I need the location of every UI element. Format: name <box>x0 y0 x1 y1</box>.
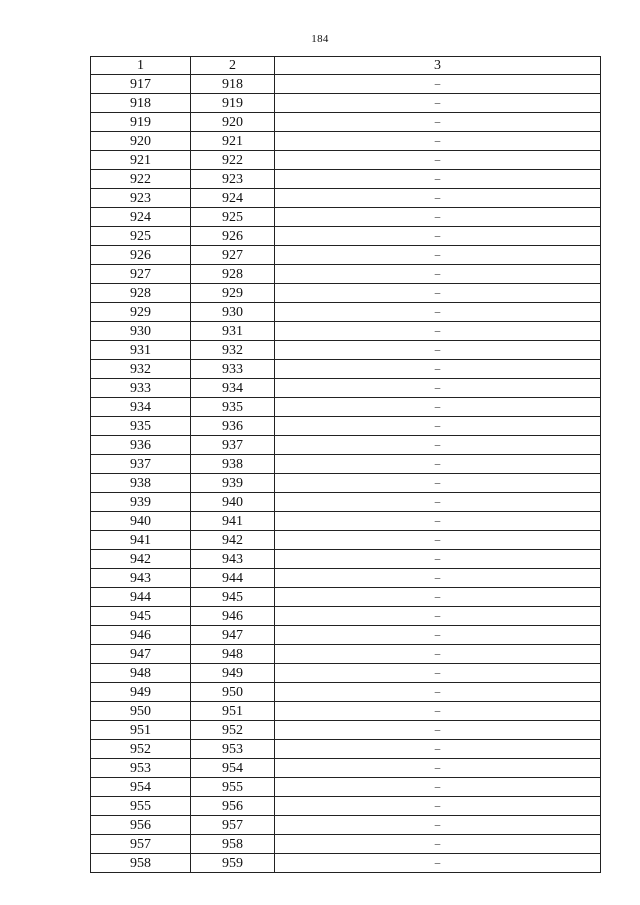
table-cell-col-2: 943 <box>191 550 275 569</box>
table-cell-col-3 <box>275 512 601 531</box>
dash-mark: – <box>434 230 441 242</box>
table-cell-col-3 <box>275 683 601 702</box>
table-cell-col-2: 937 <box>191 436 275 455</box>
dash-mark: – <box>434 610 441 622</box>
table-row <box>91 189 601 208</box>
table-cell-col-3 <box>275 94 601 113</box>
table-cell-col-2: 923 <box>191 170 275 189</box>
table-cell-col-3 <box>275 740 601 759</box>
table-row <box>91 569 601 588</box>
table-cell-col-3 <box>275 208 601 227</box>
table-cell-col-2: 954 <box>191 759 275 778</box>
table-cell-col-1: 932 <box>91 360 191 379</box>
table-row <box>91 835 601 854</box>
dash-mark: – <box>434 515 441 527</box>
dash-mark: – <box>434 420 441 432</box>
table-row <box>91 227 601 246</box>
dash-mark: – <box>434 116 441 128</box>
table-cell-col-2: 929 <box>191 284 275 303</box>
table-cell-col-1: 947 <box>91 645 191 664</box>
dash-mark: – <box>434 496 441 508</box>
table-row <box>91 854 601 873</box>
table-cell-col-1: 917 <box>91 75 191 94</box>
table-cell-col-1: 930 <box>91 322 191 341</box>
table-cell-col-1: 954 <box>91 778 191 797</box>
table-cell-col-3 <box>275 816 601 835</box>
table-cell-col-3 <box>275 550 601 569</box>
table-row <box>91 151 601 170</box>
table-row <box>91 417 601 436</box>
table-row <box>91 759 601 778</box>
table-cell-col-2: 946 <box>191 607 275 626</box>
dash-mark: – <box>434 743 441 755</box>
table-cell-col-2: 922 <box>191 151 275 170</box>
table-cell-col-1: 942 <box>91 550 191 569</box>
table-row <box>91 512 601 531</box>
table-cell-col-3 <box>275 531 601 550</box>
table-cell-col-3 <box>275 417 601 436</box>
table-cell-col-1: 934 <box>91 398 191 417</box>
dash-mark: – <box>434 553 441 565</box>
dash-mark: – <box>434 325 441 337</box>
table-row <box>91 455 601 474</box>
table-cell-col-1: 950 <box>91 702 191 721</box>
table-cell-col-2: 947 <box>191 626 275 645</box>
column-header-3: 3 <box>275 57 601 75</box>
table-row <box>91 208 601 227</box>
column-header-2: 2 <box>191 57 275 75</box>
dash-mark: – <box>434 458 441 470</box>
table-row <box>91 588 601 607</box>
table-cell-col-3 <box>275 322 601 341</box>
table-cell-col-2: 949 <box>191 664 275 683</box>
table-cell-col-3 <box>275 607 601 626</box>
table-cell-col-2: 939 <box>191 474 275 493</box>
table-row <box>91 607 601 626</box>
table-cell-col-1: 929 <box>91 303 191 322</box>
table-cell-col-3 <box>275 588 601 607</box>
table-row <box>91 322 601 341</box>
table-cell-col-3 <box>275 835 601 854</box>
dash-mark: – <box>434 648 441 660</box>
table-row <box>91 550 601 569</box>
dash-mark: – <box>434 477 441 489</box>
table-cell-col-1: 922 <box>91 170 191 189</box>
table-cell-col-3 <box>275 170 601 189</box>
table-cell-col-2: 944 <box>191 569 275 588</box>
table-cell-col-2: 942 <box>191 531 275 550</box>
table-row <box>91 246 601 265</box>
table-row <box>91 360 601 379</box>
table-cell-col-3 <box>275 436 601 455</box>
table-cell-col-3 <box>275 664 601 683</box>
table-cell-col-2: 955 <box>191 778 275 797</box>
table-cell-col-1: 927 <box>91 265 191 284</box>
table-cell-col-3 <box>275 265 601 284</box>
table-row <box>91 702 601 721</box>
table-cell-col-3 <box>275 132 601 151</box>
dash-mark: – <box>434 800 441 812</box>
table-cell-col-2: 919 <box>191 94 275 113</box>
table-row <box>91 683 601 702</box>
dash-mark: – <box>434 192 441 204</box>
table-body <box>91 75 601 873</box>
table-cell-col-3 <box>275 284 601 303</box>
table-cell-col-2: 927 <box>191 246 275 265</box>
dash-mark: – <box>434 838 441 850</box>
dash-mark: – <box>434 705 441 717</box>
table-cell-col-3 <box>275 797 601 816</box>
table-cell-col-3 <box>275 341 601 360</box>
dash-mark: – <box>434 78 441 90</box>
table-row <box>91 816 601 835</box>
table-cell-col-2: 918 <box>191 75 275 94</box>
table-cell-col-2: 921 <box>191 132 275 151</box>
table-cell-col-2: 959 <box>191 854 275 873</box>
table-cell-col-3 <box>275 759 601 778</box>
table-cell-col-1: 948 <box>91 664 191 683</box>
dash-mark: – <box>434 287 441 299</box>
table-cell-col-1: 953 <box>91 759 191 778</box>
dash-mark: – <box>434 344 441 356</box>
table-cell-col-2: 936 <box>191 417 275 436</box>
dash-mark: – <box>434 667 441 679</box>
table-row <box>91 531 601 550</box>
dash-mark: – <box>434 781 441 793</box>
table-cell-col-1: 956 <box>91 816 191 835</box>
table-cell-col-1: 937 <box>91 455 191 474</box>
table-cell-col-2: 925 <box>191 208 275 227</box>
table-cell-col-2: 931 <box>191 322 275 341</box>
table-row <box>91 113 601 132</box>
dash-mark: – <box>434 591 441 603</box>
dash-mark: – <box>434 97 441 109</box>
table-row <box>91 398 601 417</box>
table-cell-col-3 <box>275 227 601 246</box>
table-row <box>91 265 601 284</box>
table-cell-col-1: 949 <box>91 683 191 702</box>
dash-mark: – <box>434 401 441 413</box>
dash-mark: – <box>434 249 441 261</box>
table-cell-col-2: 930 <box>191 303 275 322</box>
table-row <box>91 379 601 398</box>
table-cell-col-3 <box>275 151 601 170</box>
table-cell-col-3 <box>275 398 601 417</box>
table-cell-col-1: 958 <box>91 854 191 873</box>
data-table <box>90 56 601 873</box>
table-cell-col-1: 926 <box>91 246 191 265</box>
table-cell-col-2: 945 <box>191 588 275 607</box>
column-header-1: 1 <box>91 57 191 75</box>
table-row <box>91 664 601 683</box>
dash-mark: – <box>434 724 441 736</box>
table-cell-col-1: 941 <box>91 531 191 550</box>
table-cell-col-2: 941 <box>191 512 275 531</box>
table-cell-col-2: 920 <box>191 113 275 132</box>
table-row <box>91 778 601 797</box>
dash-mark: – <box>434 173 441 185</box>
table-cell-col-1: 939 <box>91 493 191 512</box>
table-cell-col-2: 950 <box>191 683 275 702</box>
dash-mark: – <box>434 306 441 318</box>
table-cell-col-3 <box>275 778 601 797</box>
table-cell-col-1: 918 <box>91 94 191 113</box>
table-cell-col-1: 923 <box>91 189 191 208</box>
table-cell-col-1: 936 <box>91 436 191 455</box>
table-cell-col-2: 934 <box>191 379 275 398</box>
table-row <box>91 170 601 189</box>
dash-mark: – <box>434 268 441 280</box>
table-row <box>91 436 601 455</box>
table-cell-col-2: 952 <box>191 721 275 740</box>
table-cell-col-1: 933 <box>91 379 191 398</box>
table-cell-col-1: 955 <box>91 797 191 816</box>
table-cell-col-1: 951 <box>91 721 191 740</box>
table-cell-col-1: 935 <box>91 417 191 436</box>
dash-mark: – <box>434 572 441 584</box>
table-row <box>91 626 601 645</box>
table-cell-col-3 <box>275 721 601 740</box>
table-cell-col-3 <box>275 626 601 645</box>
table-cell-col-1: 957 <box>91 835 191 854</box>
table-cell-col-3 <box>275 113 601 132</box>
table-cell-col-1: 944 <box>91 588 191 607</box>
dash-mark: – <box>434 762 441 774</box>
table-cell-col-2: 928 <box>191 265 275 284</box>
dash-mark: – <box>434 819 441 831</box>
table-cell-col-2: 948 <box>191 645 275 664</box>
table-cell-col-1: 940 <box>91 512 191 531</box>
table-row <box>91 721 601 740</box>
dash-mark: – <box>434 629 441 641</box>
table-header <box>91 57 601 75</box>
table-cell-col-1: 928 <box>91 284 191 303</box>
table-row <box>91 740 601 759</box>
table-row <box>91 284 601 303</box>
table-cell-col-2: 926 <box>191 227 275 246</box>
table-cell-col-2: 932 <box>191 341 275 360</box>
table-cell-col-3 <box>275 189 601 208</box>
table-cell-col-3 <box>275 379 601 398</box>
table-cell-col-3 <box>275 75 601 94</box>
table-row <box>91 474 601 493</box>
table-row <box>91 493 601 512</box>
table-cell-col-1: 919 <box>91 113 191 132</box>
table-cell-col-1: 945 <box>91 607 191 626</box>
dash-mark: – <box>434 686 441 698</box>
table-cell-col-2: 933 <box>191 360 275 379</box>
table-cell-col-1: 920 <box>91 132 191 151</box>
table-cell-col-1: 931 <box>91 341 191 360</box>
table-cell-col-3 <box>275 569 601 588</box>
table-row <box>91 341 601 360</box>
table-row <box>91 132 601 151</box>
dash-mark: – <box>434 439 441 451</box>
table-cell-col-2: 924 <box>191 189 275 208</box>
data-table-container <box>90 56 600 873</box>
table-cell-col-1: 925 <box>91 227 191 246</box>
dash-mark: – <box>434 382 441 394</box>
table-cell-col-2: 958 <box>191 835 275 854</box>
table-cell-col-1: 946 <box>91 626 191 645</box>
table-row <box>91 303 601 322</box>
table-row <box>91 75 601 94</box>
page-number: 184 <box>311 33 329 45</box>
table-row <box>91 797 601 816</box>
table-cell-col-1: 924 <box>91 208 191 227</box>
table-cell-col-1: 921 <box>91 151 191 170</box>
table-cell-col-3 <box>275 645 601 664</box>
table-cell-col-3 <box>275 702 601 721</box>
table-cell-col-2: 951 <box>191 702 275 721</box>
dash-mark: – <box>434 154 441 166</box>
table-cell-col-3 <box>275 854 601 873</box>
header-row <box>91 57 601 75</box>
table-cell-col-3 <box>275 493 601 512</box>
table-cell-col-2: 935 <box>191 398 275 417</box>
table-cell-col-2: 956 <box>191 797 275 816</box>
table-cell-col-2: 938 <box>191 455 275 474</box>
dash-mark: – <box>434 211 441 223</box>
table-cell-col-2: 957 <box>191 816 275 835</box>
table-cell-col-3 <box>275 474 601 493</box>
table-cell-col-3 <box>275 246 601 265</box>
table-row <box>91 94 601 113</box>
table-cell-col-3 <box>275 360 601 379</box>
table-cell-col-1: 938 <box>91 474 191 493</box>
table-row <box>91 645 601 664</box>
dash-mark: – <box>434 363 441 375</box>
table-cell-col-2: 940 <box>191 493 275 512</box>
table-cell-col-2: 953 <box>191 740 275 759</box>
dash-mark: – <box>434 135 441 147</box>
table-cell-col-1: 952 <box>91 740 191 759</box>
dash-mark: – <box>434 857 441 869</box>
table-cell-col-3 <box>275 455 601 474</box>
table-cell-col-3 <box>275 303 601 322</box>
table-cell-col-1: 943 <box>91 569 191 588</box>
dash-mark: – <box>434 534 441 546</box>
